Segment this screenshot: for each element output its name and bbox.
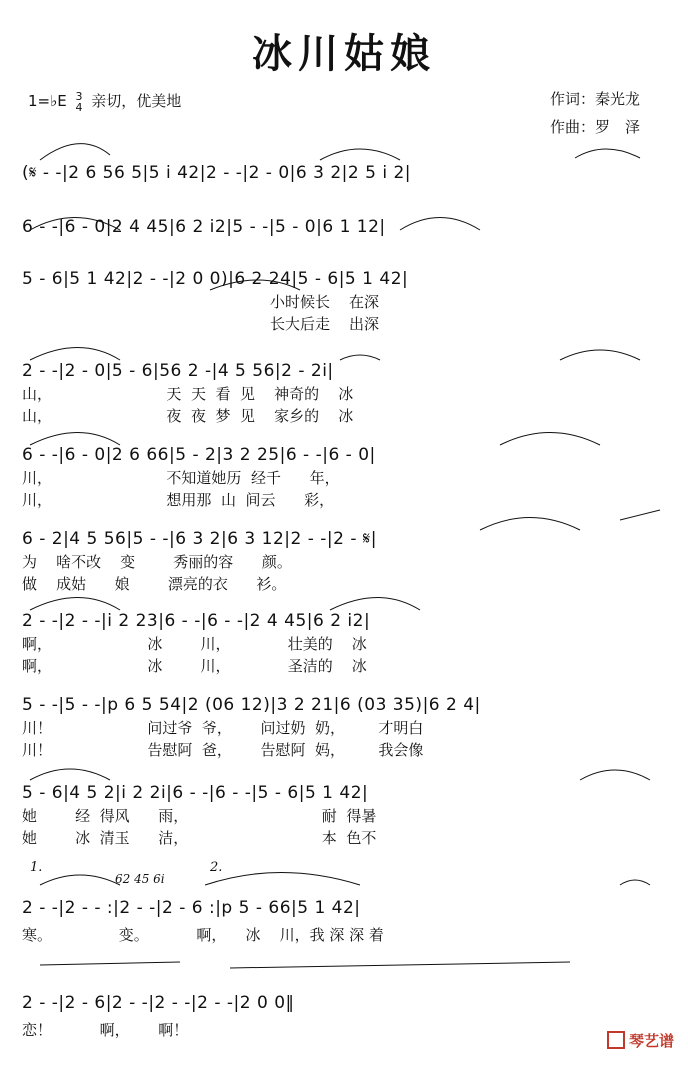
staff-line-5 [22, 440, 670, 470]
lyric-verse-2: 川， 想用那 山 间云 彩， [22, 491, 335, 509]
watermark-logo [607, 1030, 674, 1051]
jianpu-notes: 5 - 6|5 1 42|2 - -|2 0 0)|6 2 24|5 - 6|5 1 42| [22, 269, 409, 289]
staff-line-9 [22, 778, 670, 808]
staff-line-3 [22, 264, 670, 294]
volta-second: 2. [210, 860, 223, 875]
inline-phrase: 62 45 6i [115, 872, 165, 886]
lyric-verse-1: 为 啥不改 变 秀丽的容 颜。 [22, 553, 292, 571]
time-top: 3 [75, 89, 83, 103]
jianpu-notes: 2 - -|2 - -|i 2 23|6 - -|6 - -|2 4 45|6 2 i2| [22, 611, 371, 631]
lyric-verse-2: 做 成姑 娘 漂亮的衣 衫。 [22, 575, 287, 593]
lyric-line: 寒。 变。 啊， 冰 川，我 深 深 着 [22, 926, 384, 944]
volta-first: 1. [30, 860, 43, 875]
jianpu-notes: 2 - -|2 - - :|2 - -|2 - 6 :|p 5 - 66|5 1 42| [22, 898, 361, 918]
staff-line-2 [22, 212, 670, 242]
jianpu-notes: 5 - 6|4 5 2|i 2 2i|6 - -|6 - -|5 - 6|5 1 42| [22, 783, 369, 803]
expression-mark: 亲切，优美地 [91, 92, 182, 110]
lyric-verse-1: 啊， 冰 川， 壮美的 冰 [22, 635, 367, 653]
jianpu-notes: 2 - -|2 - 6|2 - -|2 - -|2 - -|2 0 0‖ [22, 993, 295, 1013]
key-prefix: 1= [28, 92, 51, 110]
staff-line-8 [22, 690, 670, 720]
jianpu-notes: (𝄋 - -|2 6 56 5|5 i 42|2 - -|2 - 0|6 3 2|2 5 i 2| [22, 163, 411, 183]
watermark-text: 琴艺谱 [628, 1032, 674, 1050]
jianpu-notes: 6 - -|6 - 0|2 6 66|5 - 2|3 2 25|6 - -|6 - 0| [22, 445, 376, 465]
lyric-verse-2: 川！ 告慰阿 爸， 告慰阿 妈， 我会像 [22, 741, 424, 759]
jianpu-notes: 6 - 2|4 5 56|5 - -|6 3 2|6 3 12|2 - -|2 - 𝄋| [22, 529, 377, 549]
lyric-verse-2: 她 冰 清玉 洁， 本 色不 [22, 829, 377, 847]
lyric-verse-2: 啊， 冰 川， 圣洁的 冰 [22, 657, 367, 675]
lyric-verse-2: 长大后走 出深 [22, 315, 380, 333]
staff-line-1 [22, 158, 670, 188]
lyric-verse-1: 川！ 问过爷 爷， 问过奶 奶， 才明白 [22, 719, 424, 737]
lyric-line: 恋！ 啊， 啊！ [22, 1021, 189, 1039]
staff-line-11 [22, 988, 670, 1018]
staff-line-6 [22, 524, 670, 554]
song-title: 冰川姑娘 [252, 31, 436, 77]
lyric-verse-1: 山， 天 天 看 见 神奇的 冰 [22, 385, 354, 403]
composer-credit: 作曲：罗 泽 [550, 118, 641, 136]
key-tonic: E [57, 92, 67, 110]
lyric-verse-2: 山， 夜 夜 梦 见 家乡的 冰 [22, 407, 354, 425]
jianpu-notes: 2 - -|2 - 0|5 - 6|56 2 -|4 5 56|2 - 2i| [22, 361, 334, 381]
logo-icon [607, 1031, 625, 1049]
time-bottom: 4 [75, 100, 83, 114]
staff-line-10 [22, 893, 670, 923]
lyric-verse-1: 她 经 得风 雨， 耐 得暑 [22, 807, 377, 825]
lyric-verse-1: 川， 不知道她历 经千 年， [22, 469, 340, 487]
flat-symbol: ♭ [50, 92, 58, 110]
staff-line-7 [22, 606, 670, 636]
lyric-verse-1: 小时候长 在深 [22, 293, 380, 311]
lyricist-credit: 作词：秦光龙 [550, 90, 641, 108]
staff-line-4 [22, 356, 670, 386]
jianpu-notes: 5 - -|5 - -|p 6 5 54|2 (06 12)|3 2 21|6 (03 35)|6 2 4| [22, 695, 481, 715]
jianpu-notes: 6 - -|6 - 0|2 4 45|6 2 i2|5 - -|5 - 0|6 1 12| [22, 217, 386, 237]
